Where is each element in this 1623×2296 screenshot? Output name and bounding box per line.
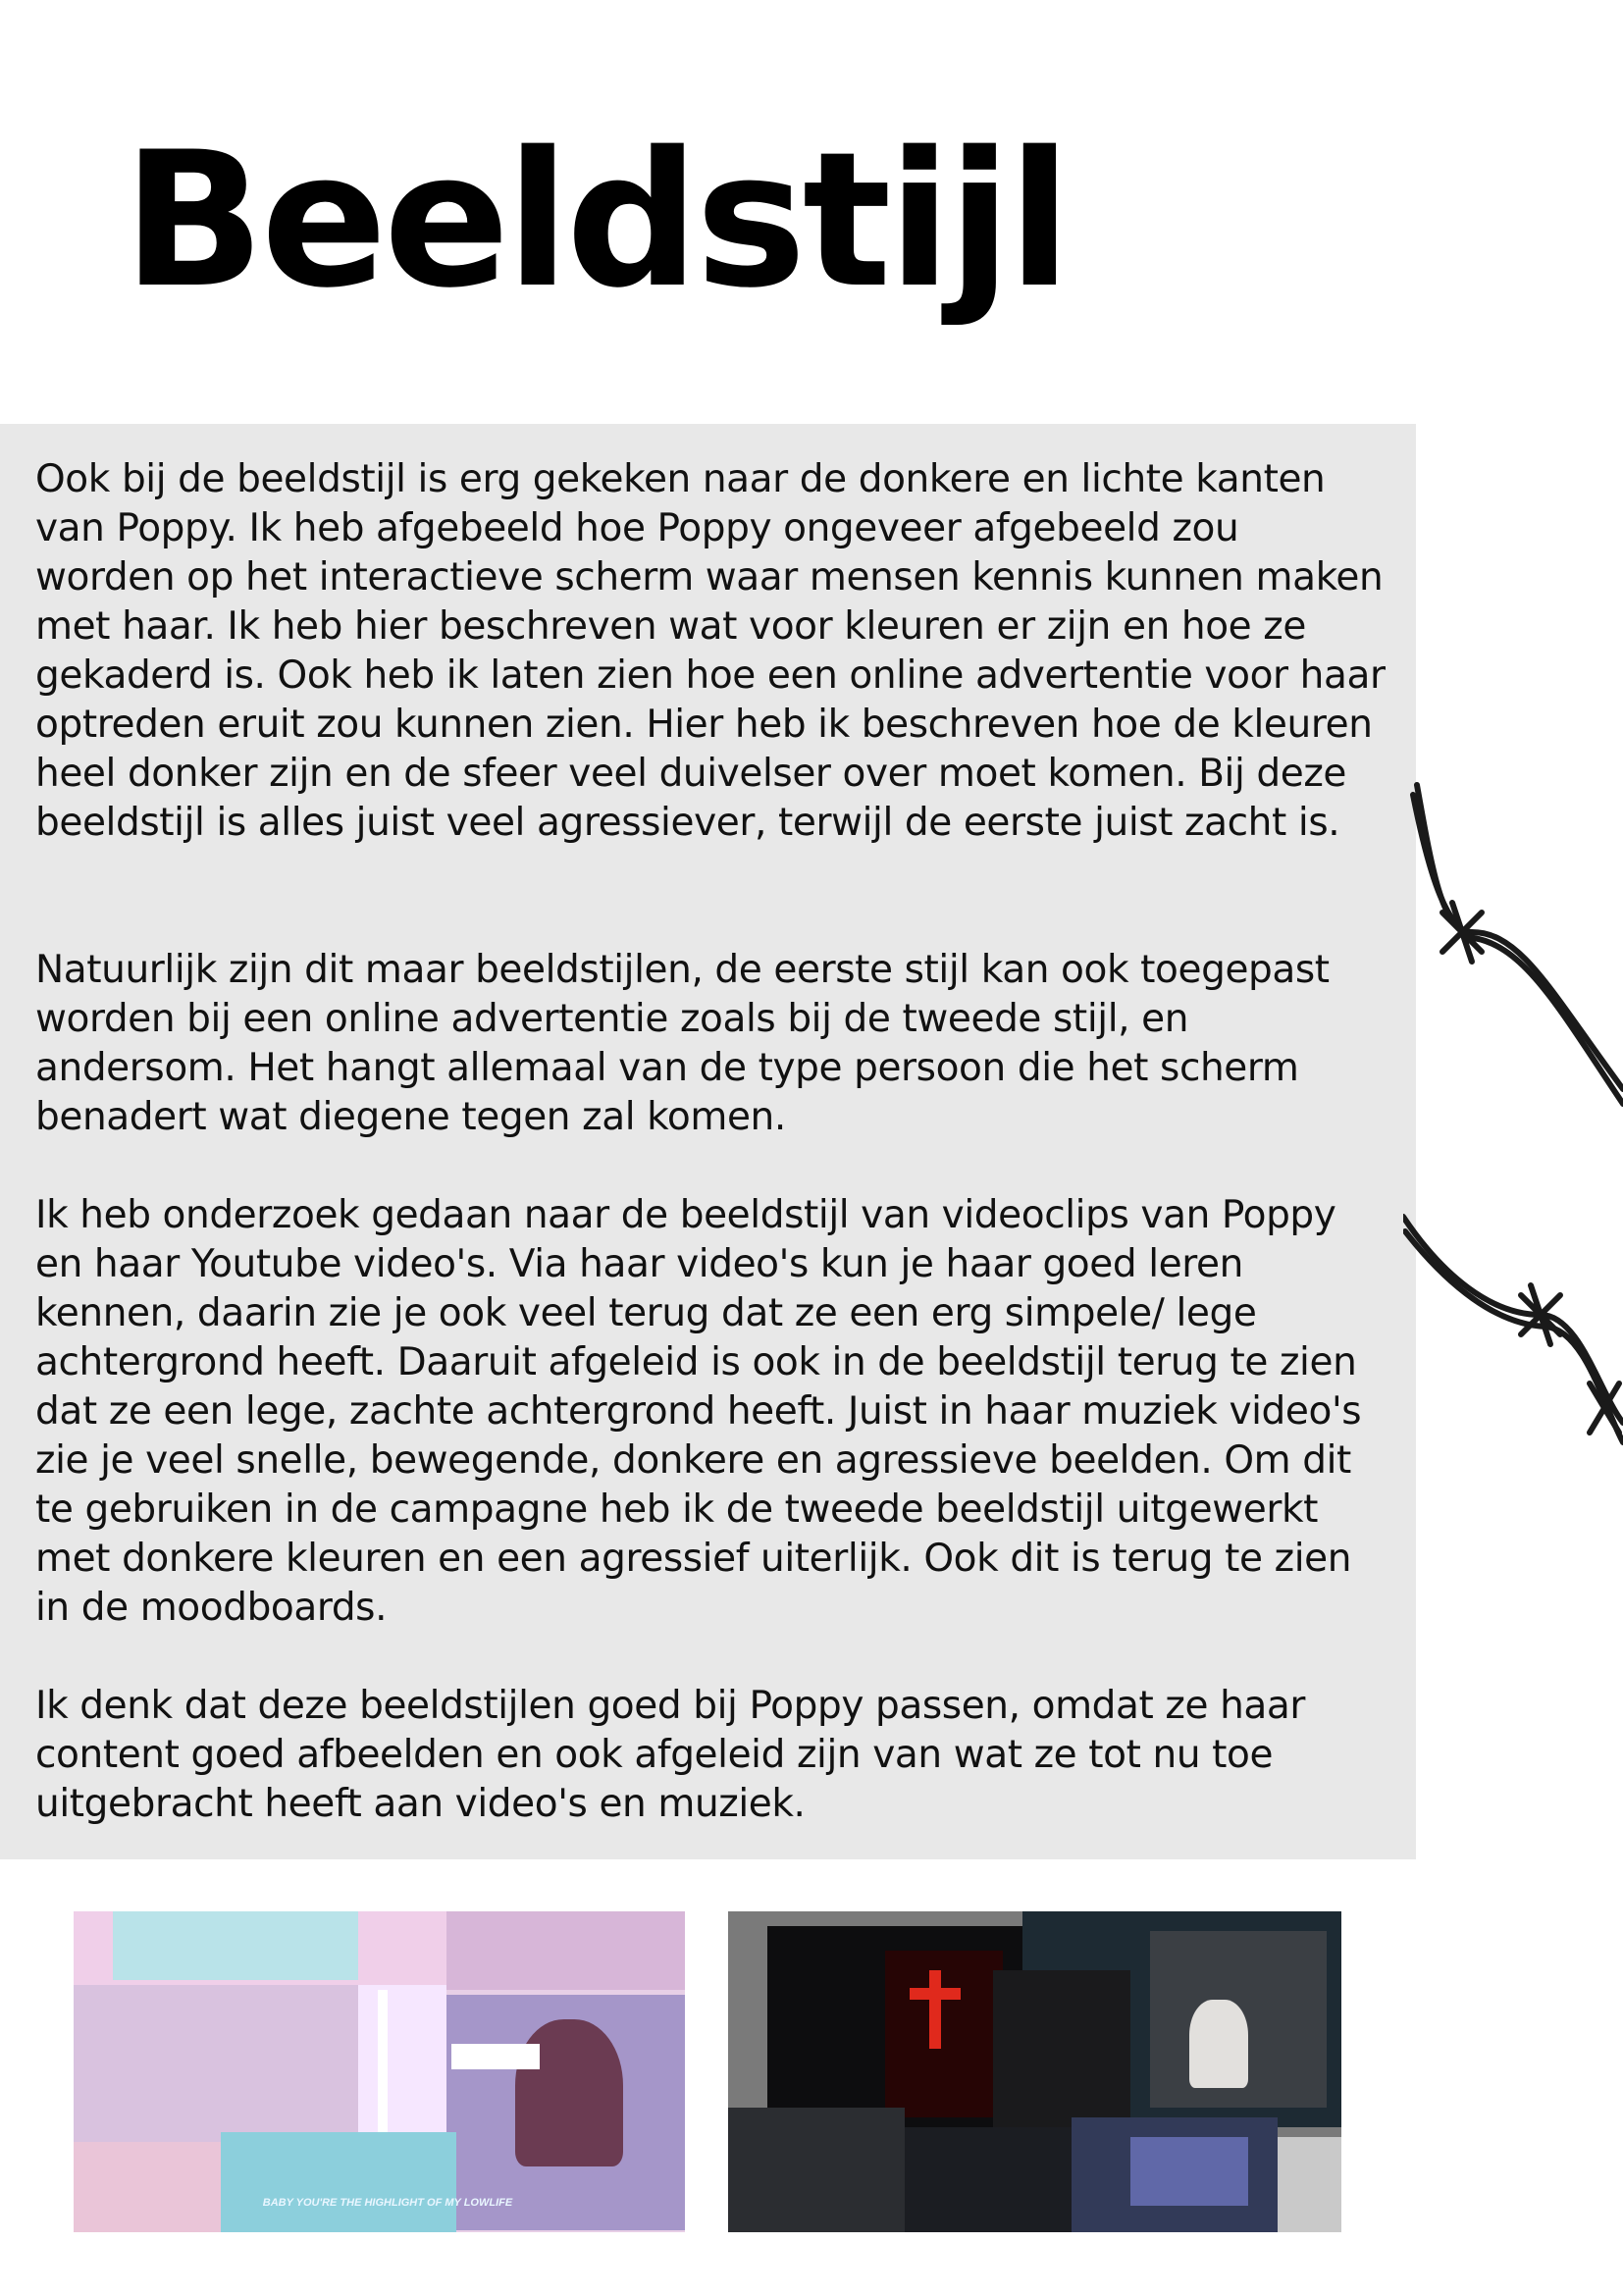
barbed-wire-decoration bbox=[1403, 765, 1623, 1648]
paragraph-conclusion: Ik denk dat deze beeldstijlen goed bij Poppy passen, omdat ze haar content goed afbeelden en ook afgeleid zijn van wat ze tot nu toe uitgebracht heeft aan video's en muziek. bbox=[35, 1684, 1306, 1826]
barbed-wire-strand-2 bbox=[1403, 1217, 1623, 1442]
paragraph-research: Ik heb onderzoek gedaan naar de beeldstijl van videoclips van Poppy en haar Youtube video's. Via haar video's kun je haar goed leren kennen, daarin zie je ook veel terug dat ze een erg simpele/ lege achtergrond heeft. Daaruit afgeleid is ook in de beeldstijl terug te zien dat ze een lege, zachte achtergrond heeft. Juist in haar muziek video's zie je veel snelle, bewegende, donkere en agressieve beelden. Om dit te gebruiken in de campagne heb ik de tweede beeldstijl uitgewerkt met donkere kleuren en een agressief uiterlijk. Ook dit is terug te zien in de moodboards. bbox=[35, 1193, 1362, 1630]
paragraph-intro: Ook bij de beeldstijl is erg gekeken naar de donkere en lichte kanten van Poppy. Ik heb afgebeeld hoe Poppy ongeveer afgebeeld zou worden op het interactieve scherm waar mensen kennis kunnen maken met haar. Ik heb hier beschreven wat voor kleuren er zijn en hoe ze gekaderd is. Ook heb ik laten zien hoe een online advertentie voor haar optreden eruit zou kunnen zien. Hier heb ik beschreven hoe de kleuren heel donker zijn en de sfeer veel duivelser over moet komen. Bij deze beeldstijl is alles juist veel agressiever, terwijl de eerste juist zacht is. bbox=[35, 457, 1386, 845]
moodboard-caption: BABY YOU'RE THE HIGHLIGHT OF MY LOWLIFE bbox=[262, 2197, 513, 2209]
text-panel bbox=[0, 424, 1416, 1859]
barbed-wire-strand-1 bbox=[1413, 785, 1623, 1104]
paragraph-application: Natuurlijk zijn dit maar beeldstijlen, de eerste stijl kan ook toegepast worden bij een online advertentie zoals bij de tweede stijl, en andersom. Het hangt allemaal van de type persoon die het scherm benadert wat diegene tegen zal komen. bbox=[35, 948, 1330, 1139]
moodboard-light bbox=[74, 1911, 685, 2232]
page-title: Beeldstijl bbox=[123, 112, 1068, 329]
moodboard-dark bbox=[728, 1911, 1341, 2232]
